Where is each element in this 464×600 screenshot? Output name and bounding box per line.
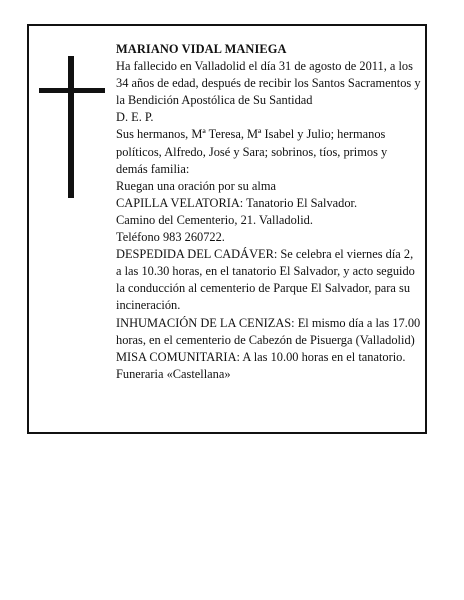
chapel-phone: Teléfono 983 260722. [116, 230, 225, 245]
rest-in-peace: D. E. P. [116, 110, 154, 125]
death-announcement: Ha fallecido en Valladolid el día 31 de agosto de 2011, a los 34 años de edad, después de recibir los Santos Sacramentos y la Bendición Apostólica de Su Santidad [116, 59, 421, 108]
cross-vertical-bar [68, 56, 74, 198]
cross-icon [39, 56, 105, 198]
funeral-home: Funeraria «Castellana» [116, 366, 231, 381]
obituary-notice [27, 24, 427, 434]
chapel-location: CAPILLA VELATORIA: Tanatorio El Salvador. [116, 195, 358, 210]
family-members: Sus hermanos, Mª Teresa, Mª Isabel y Julio; hermanos políticos, Alfredo, José y Sara; sobrinos, tíos, primos y demás familia: [116, 127, 388, 176]
burial-details: INHUMACIÓN DE LA CENIZAS: El mismo día a las 17.00 horas, en el cementerio de Cabezón de Pisuerga (Valladolid) [116, 315, 421, 347]
deceased-name: MARIANO VIDAL MANIEGA [116, 42, 287, 56]
prayer-request: Ruegan una oración por su alma [116, 178, 276, 193]
chapel-address: Camino del Cementerio, 21. Valladolid. [116, 212, 313, 227]
notice-body [116, 41, 421, 383]
farewell-details: DESPEDIDA DEL CADÁVER: Se celebra el viernes día 2, a las 10.30 horas, en el tanatorio El Salvador, y acto seguido la conducción al cementerio de Parque El Salvador, para su incineración. [116, 247, 415, 313]
cross-horizontal-bar [39, 88, 105, 93]
mass-details: MISA COMUNITARIA: A las 10.00 horas en el tanatorio. [116, 349, 406, 364]
